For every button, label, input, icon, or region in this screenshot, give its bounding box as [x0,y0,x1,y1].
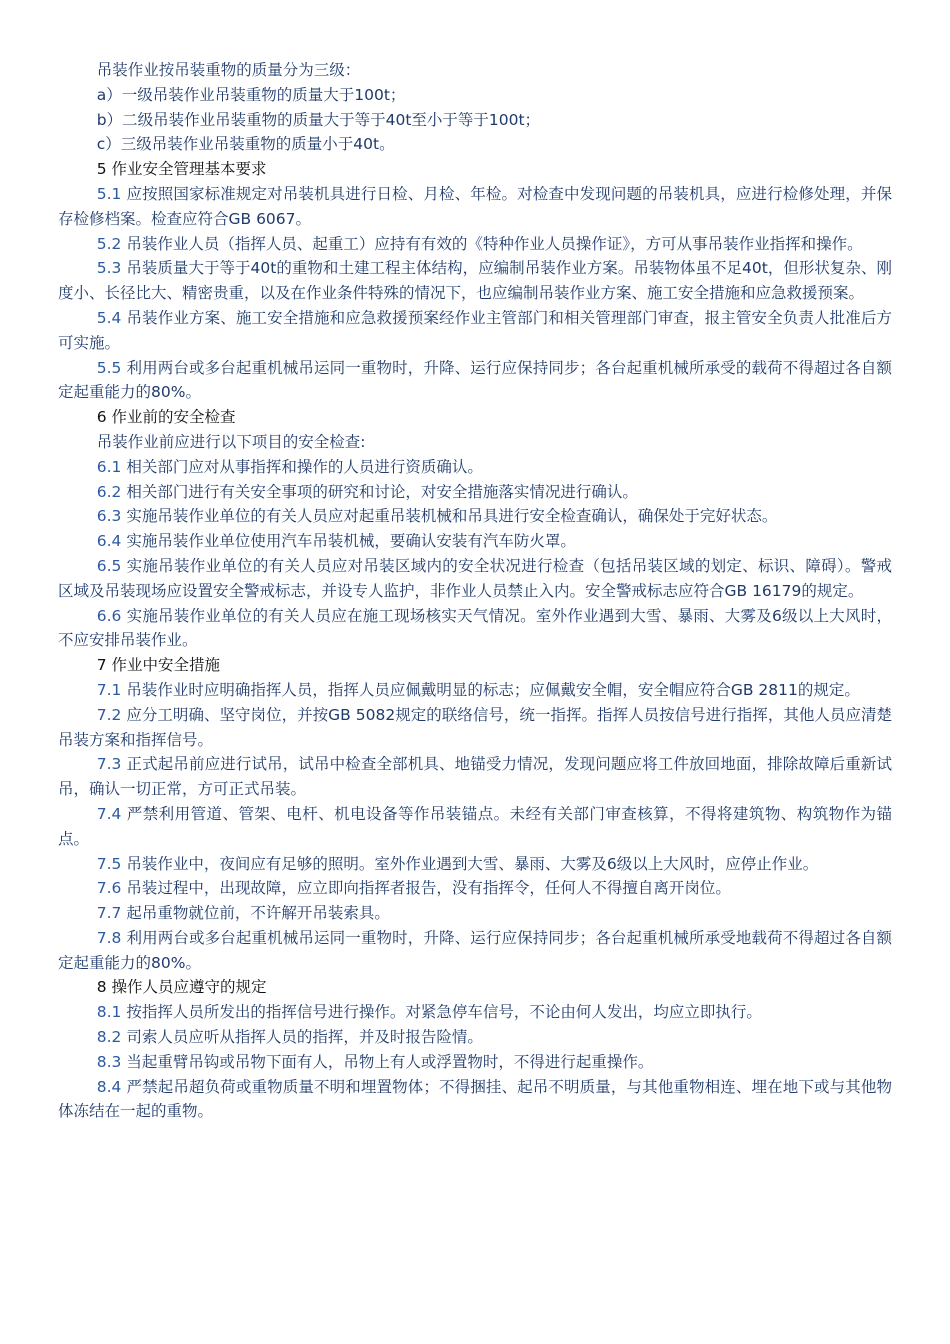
level-1: a）一级吊装作业吊装重物的质量大于100t； [96,85,406,104]
clause-6-4 [58,529,892,554]
clause-7-8 [58,926,892,976]
clause-8-1 [58,1000,892,1025]
clause-7-2 [58,703,892,753]
clause-5-2 [58,232,892,257]
clause-7-7 [58,901,892,926]
clause-text: 吊装作业方案、施工安全措施和应急救援预案经作业主管部门和相关管理部门审查，报主管安全负责人批准后方可实施。 [58,308,892,352]
clause-number: 5.3 [96,259,122,278]
clause-text: 实施吊装作业单位的有关人员应对起重吊装机械和吊具进行安全检查确认，确保处于完好状态。 [121,507,778,526]
clause-7-4 [58,802,892,852]
clause-number: 5.5 [96,358,122,377]
clause-text: 实施吊装作业单位的有关人员应在施工现场核实天气情况。室外作业遇到大雪、暴雨、大雾及6级以上大风时，不应安排吊装作业。 [58,606,892,650]
clause-text: 利用两台或多台起重机械吊运同一重物时，升降、运行应保持同步；各台起重机械所承受的载荷不得超过各自额定起重能力的80%。 [58,358,892,402]
clause-7-6 [58,876,892,901]
clause-text: 吊装作业人员（指挥人员、起重工）应持有有效的《特种作业人员操作证》，方可从事吊装作业指挥和操作。 [121,234,863,253]
clause-6-6 [58,604,892,654]
intro-lead: 吊装作业按吊装重物的质量分为三级： [96,61,361,79]
clause-number: 6.4 [96,532,122,551]
section-heading-7: 7 作业中安全措施 [96,656,221,675]
clause-number: 8.1 [96,1003,122,1022]
clause-text: 吊装质量大于等于40t的重物和土建工程主体结构，应编制吊装作业方案。吊装物体虽不足40t，但形状复杂、刚度小、长径比大、精密贵重，以及在作业条件特殊的情况下，也应编制吊装作业方案、施工安全措施和应急救援预案。 [58,259,892,303]
clause-text: 吊装作业时应明确指挥人员，指挥人员应佩戴明显的标志；应佩戴安全帽，安全帽应符合GB 2811的规定。 [121,680,860,699]
clause-text: 起吊重物就位前，不许解开吊装索具。 [121,904,390,923]
clause-6-1 [58,455,892,480]
clause-number: 5.1 [96,184,122,203]
clause-6-5 [58,554,892,604]
clause-number: 6.1 [96,457,122,476]
clause-text: 司索人员应听从指挥人员的指挥，并及时报告险情。 [121,1028,483,1047]
clause-number: 7.1 [96,680,122,699]
section-heading-8: 8 操作人员应遵守的规定 [96,978,267,997]
clause-text: 当起重臂吊钩或吊物下面有人，吊物上有人或浮置物时，不得进行起重操作。 [121,1052,654,1071]
section-heading-6: 6 作业前的安全检查 [96,408,236,427]
clause-6-3 [58,504,892,529]
clause-number: 7.2 [96,705,122,724]
clause-text: 实施吊装作业单位的有关人员应对吊装区域内的安全状况进行检查（包括吊装区域的划定、标识、障碍）。警戒区域及吊装现场应设置安全警戒标志，并设专人监护，非作业人员禁止入内。安全警戒标志应符合GB 16179的规定。 [58,556,892,600]
clause-text: 相关部门进行有关安全事项的研究和讨论，对安全措施落实情况进行确认。 [121,482,638,501]
section-heading-5: 5 作业安全管理基本要求 [96,160,267,179]
clause-text: 应分工明确、坚守岗位，并按GB 5082规定的联络信号，统一指挥。指挥人员按信号进行指挥，其他人员应清楚吊装方案和指挥信号。 [58,705,892,749]
clause-text: 实施吊装作业单位使用汽车吊装机械，要确认安装有汽车防火罩。 [121,532,576,551]
clause-8-4 [58,1075,892,1125]
clause-number: 7.8 [96,928,122,947]
clause-number: 5.4 [96,308,122,327]
section-6-lead: 吊装作业前应进行以下项目的安全检查: [96,432,366,451]
clause-number: 6.2 [96,482,122,501]
clause-number: 7.6 [96,879,122,898]
clause-5-5 [58,356,892,406]
clause-number: 7.3 [96,755,122,774]
level-2: b）二级吊装作业吊装重物的质量大于等于40t至小于等于100t； [96,110,541,129]
clause-number: 8.3 [96,1052,122,1071]
clause-number: 6.5 [96,556,122,575]
clause-5-3 [58,256,892,306]
clause-number: 6.6 [96,606,122,625]
clause-text: 应按照国家标准规定对吊装机具进行日检、月检、年检。对检查中发现问题的吊装机具，应进行检修处理，并保存检修档案。检查应符合GB 6067。 [58,184,892,228]
clause-8-2 [58,1025,892,1050]
clause-text: 吊装作业中，夜间应有足够的照明。室外作业遇到大雪、暴雨、大雾及6级以上大风时，应停止作业。 [121,854,819,873]
clause-6-2 [58,480,892,505]
clause-text: 严禁起吊超负荷或重物质量不明和埋置物体；不得捆挂、起吊不明质量，与其他重物相连、埋在地下或与其他物体冻结在一起的重物。 [58,1077,892,1121]
clause-7-1 [58,678,892,703]
clause-number: 6.3 [96,507,122,526]
clause-number: 5.2 [96,234,122,253]
clause-5-1 [58,182,892,232]
clause-7-3 [58,752,892,802]
clause-text: 相关部门应对从事指挥和操作的人员进行资质确认。 [121,457,483,476]
clause-text: 按指挥人员所发出的指挥信号进行操作。对紧急停车信号，不论由何人发出，均应立即执行。 [121,1003,762,1022]
clause-number: 8.2 [96,1028,122,1047]
level-3: c）三级吊装作业吊装重物的质量小于40t。 [96,135,395,154]
clause-7-5 [58,852,892,877]
clause-8-3 [58,1050,892,1075]
clause-text: 严禁利用管道、管架、电杆、机电设备等作吊装锚点。未经有关部门审查核算，不得将建筑物、构筑物作为锚点。 [58,804,892,848]
clause-text: 吊装过程中，出现故障，应立即向指挥者报告，没有指挥令，任何人不得擅自离开岗位。 [121,879,731,898]
clause-number: 7.7 [96,904,122,923]
clause-number: 7.4 [96,804,122,823]
clause-5-4 [58,306,892,356]
clause-text: 利用两台或多台起重机械吊运同一重物时，升降、运行应保持同步；各台起重机械所承受地载荷不得超过各自额定起重能力的80%。 [58,928,892,972]
clause-number: 7.5 [96,854,122,873]
document-body [58,58,892,1124]
clause-text: 正式起吊前应进行试吊，试吊中检查全部机具、地锚受力情况，发现问题应将工件放回地面，排除故障后重新试吊，确认一切正常，方可正式吊装。 [58,755,892,799]
clause-number: 8.4 [96,1077,122,1096]
